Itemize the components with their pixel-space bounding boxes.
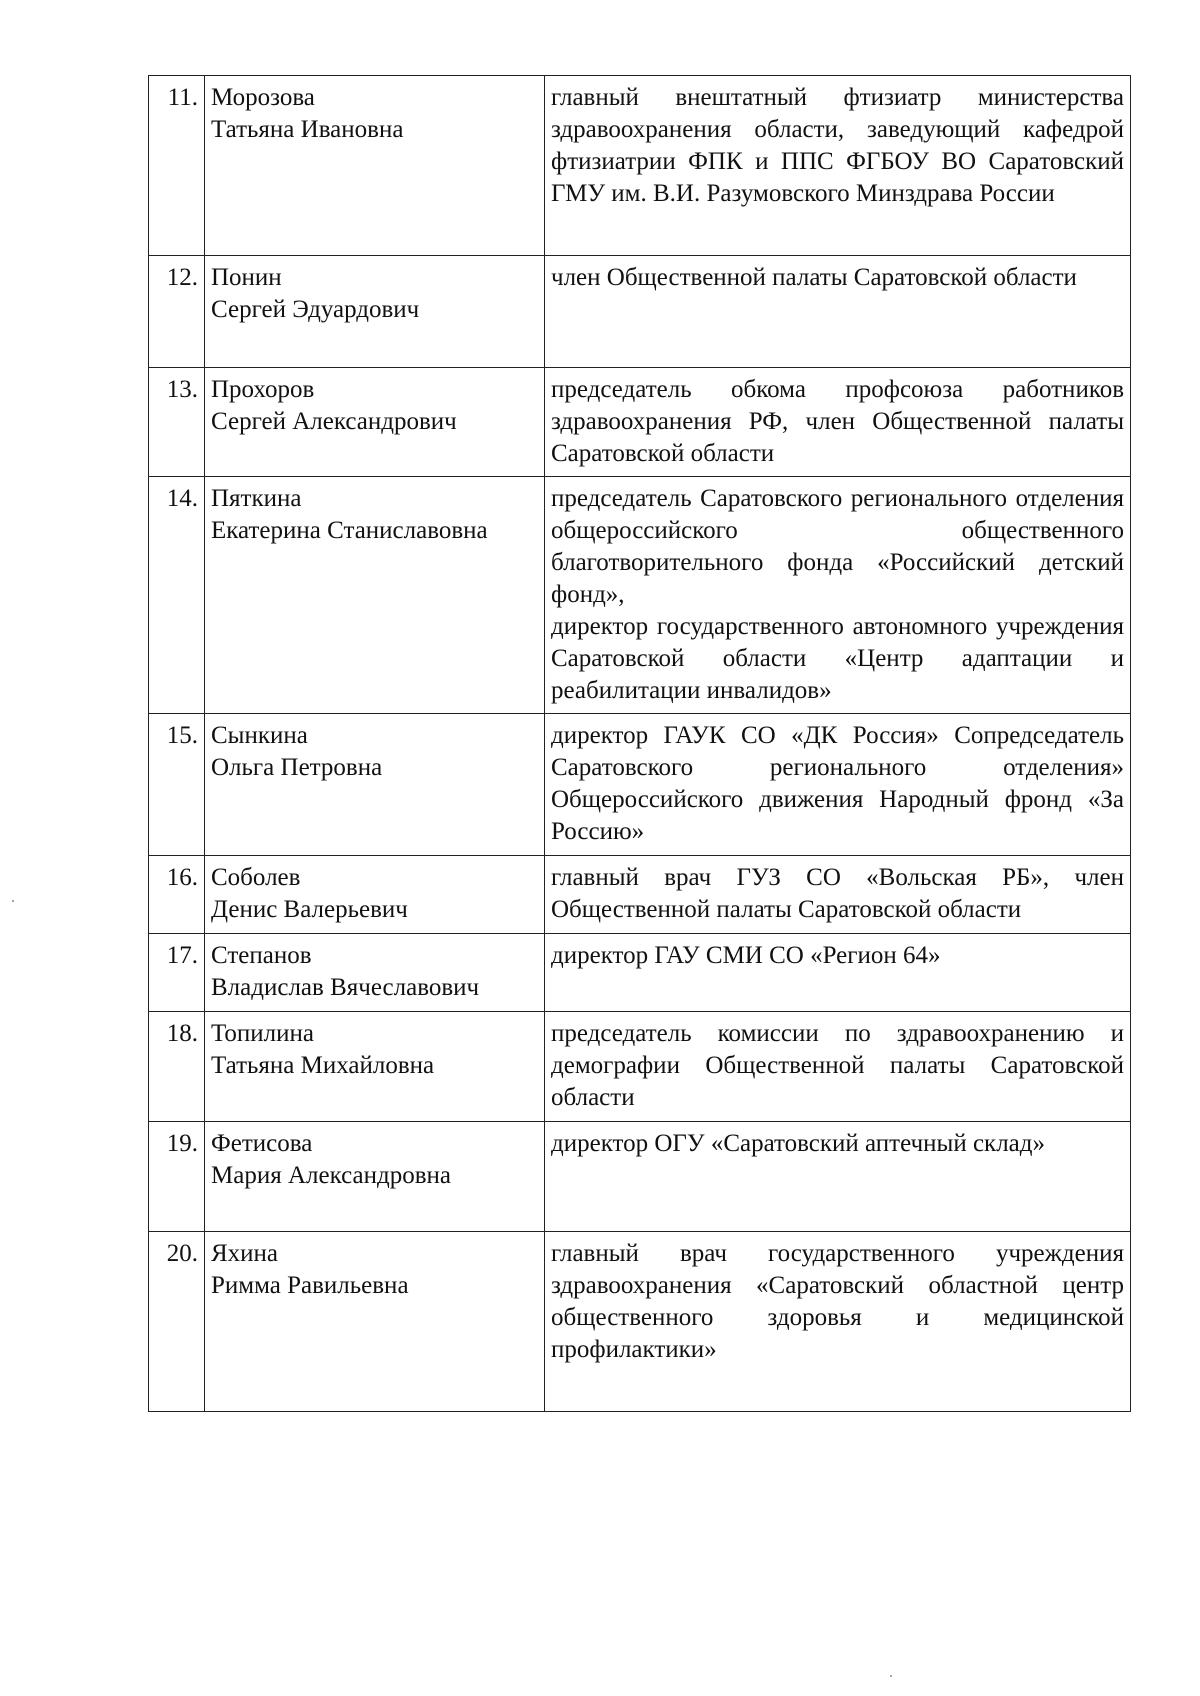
member-name: [205, 76, 545, 256]
row-number: 18.: [149, 1012, 205, 1122]
row-number: 20.: [149, 1232, 205, 1412]
member-role: член Общественной палаты Саратовской области: [545, 256, 1131, 368]
member-name: [205, 1122, 545, 1232]
member-given-name: Сергей Александрович: [211, 408, 457, 435]
row-number: 17.: [149, 934, 205, 1012]
row-number: 14.: [149, 477, 205, 714]
table-row: [149, 1122, 1131, 1232]
table-row: [149, 714, 1131, 856]
member-role: председатель обкома профсоюза работников здравоохранения РФ, член Общественной палаты Саратовской области: [545, 368, 1131, 477]
scan-speck: [890, 1675, 892, 1677]
member-given-name: Владислав Вячеславович: [211, 974, 480, 1001]
members-table: [148, 75, 1131, 1412]
scan-speck: [12, 900, 14, 902]
member-role: главный врач ГУЗ СО «Вольская РБ», член Общественной палаты Саратовской области: [545, 856, 1131, 934]
member-name: [205, 256, 545, 368]
member-surname: Пяткина: [211, 485, 302, 512]
member-given-name: Татьяна Ивановна: [211, 116, 404, 143]
member-given-name: Денис Валерьевич: [211, 896, 408, 923]
row-number: 13.: [149, 368, 205, 477]
member-role: директор ГАУК СО «ДК Россия» Сопредседатель Саратовского регионального отделения» Общероссийского движения Народный фронд «За Россию»: [545, 714, 1131, 856]
table-row: [149, 256, 1131, 368]
member-given-name: Сергей Эдуардович: [211, 296, 420, 323]
member-role: главный внештатный фтизиатр министерства здравоохранения области, заведующий кафедрой фтизиатрии ФПК и ППС ФГБОУ ВО Саратовский ГМУ им. В.И. Разумовского Минздрава России: [545, 76, 1131, 256]
member-name: [205, 1012, 545, 1122]
member-given-name: Римма Равильевна: [211, 1272, 409, 1299]
row-number: 12.: [149, 256, 205, 368]
member-name: [205, 477, 545, 714]
table-row: [149, 477, 1131, 714]
member-role: директор ОГУ «Саратовский аптечный склад»: [545, 1122, 1131, 1232]
member-given-name: Мария Александровна: [211, 1162, 451, 1189]
member-surname: Соболев: [211, 864, 301, 891]
table-row: [149, 368, 1131, 477]
row-number: 11.: [149, 76, 205, 256]
member-name: [205, 714, 545, 856]
member-surname: Топилина: [211, 1020, 314, 1047]
member-given-name: Татьяна Михайловна: [211, 1052, 435, 1079]
member-surname: Фетисова: [211, 1130, 313, 1157]
row-number: 19.: [149, 1122, 205, 1232]
table-row: [149, 934, 1131, 1012]
member-name: [205, 1232, 545, 1412]
member-surname: Понин: [211, 264, 282, 291]
member-role-secondary: директор государственного автономного учреждения Саратовской области «Центр адаптации и реабилитации инвалидов»: [551, 613, 1124, 704]
row-number: 16.: [149, 856, 205, 934]
member-surname: Степанов: [211, 942, 312, 969]
member-name: [205, 368, 545, 477]
table-row: [149, 1232, 1131, 1412]
member-name: [205, 856, 545, 934]
member-given-name: Екатерина Станиславовна: [211, 517, 488, 544]
table-row: [149, 856, 1131, 934]
member-role: председатель комиссии по здравоохранению и демографии Общественной палаты Саратовской области: [545, 1012, 1131, 1122]
member-surname: Сынкина: [211, 722, 308, 749]
member-role-primary: председатель Саратовского регионального отделения общероссийского общественного благотворительного фонда «Российский детский фонд»,: [551, 485, 1124, 608]
member-surname: Морозова: [211, 84, 315, 111]
row-number: 15.: [149, 714, 205, 856]
member-name: [205, 934, 545, 1012]
member-role: [545, 477, 1131, 714]
table-row: [149, 76, 1131, 256]
member-given-name: Ольга Петровна: [211, 754, 383, 781]
table-row: [149, 1012, 1131, 1122]
member-surname: Прохоров: [211, 376, 315, 403]
member-role: директор ГАУ СМИ СО «Регион 64»: [545, 934, 1131, 1012]
member-surname: Яхина: [211, 1240, 279, 1267]
member-role: главный врач государственного учреждения здравоохранения «Саратовский областной центр общественного здоровья и медицинской профилактики»: [545, 1232, 1131, 1412]
